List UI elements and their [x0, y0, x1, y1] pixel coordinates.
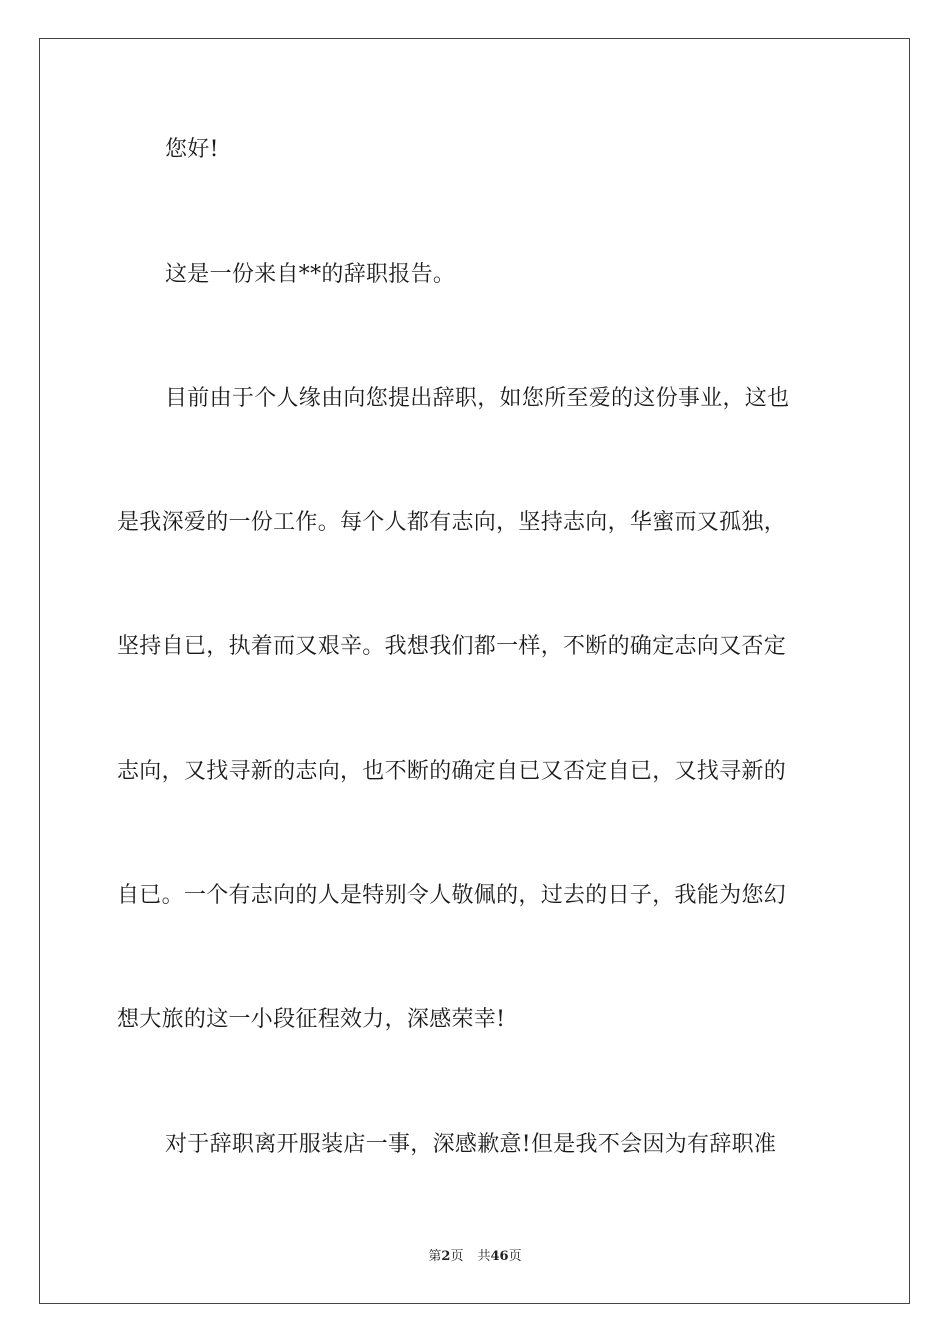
- paragraph-line: 志向，又找寻新的志向，也不断的确定自已又否定自已，又找寻新的: [117, 759, 787, 784]
- paragraph-line: 坚持自已，执着而又艰辛。我想我们都一样，不断的确定志向又否定: [117, 634, 787, 659]
- total-pages: 46: [490, 1249, 509, 1264]
- page-number: 2: [441, 1249, 451, 1264]
- page-footer: [0, 1248, 950, 1266]
- total-prefix: 共: [477, 1249, 491, 1264]
- paragraph-line: 这是一份来自**的辞职报告。: [165, 262, 456, 287]
- paragraph-line: 自已。一个有志向的人是特别令人敬佩的，过去的日子，我能为您幻: [117, 883, 787, 908]
- paragraph-line: 想大旅的这一小段征程效力，深感荣幸!: [117, 1007, 506, 1032]
- page-frame: [39, 38, 910, 1304]
- greeting-line: 您好!: [165, 137, 219, 162]
- paragraph-line: 目前由于个人缘由向您提出辞职，如您所至爱的这份事业，这也: [165, 386, 790, 411]
- paragraph-line: 对于辞职离开服装店一事，深感歉意!但是我不会因为有辞职准: [165, 1132, 777, 1157]
- paragraph-line: 是我深爱的一份工作。每个人都有志向，坚持志向，华蜜而又孤独，: [117, 510, 787, 535]
- total-suffix: 页: [508, 1249, 522, 1264]
- page-suffix: 页: [450, 1249, 464, 1264]
- page-prefix: 第: [428, 1249, 442, 1264]
